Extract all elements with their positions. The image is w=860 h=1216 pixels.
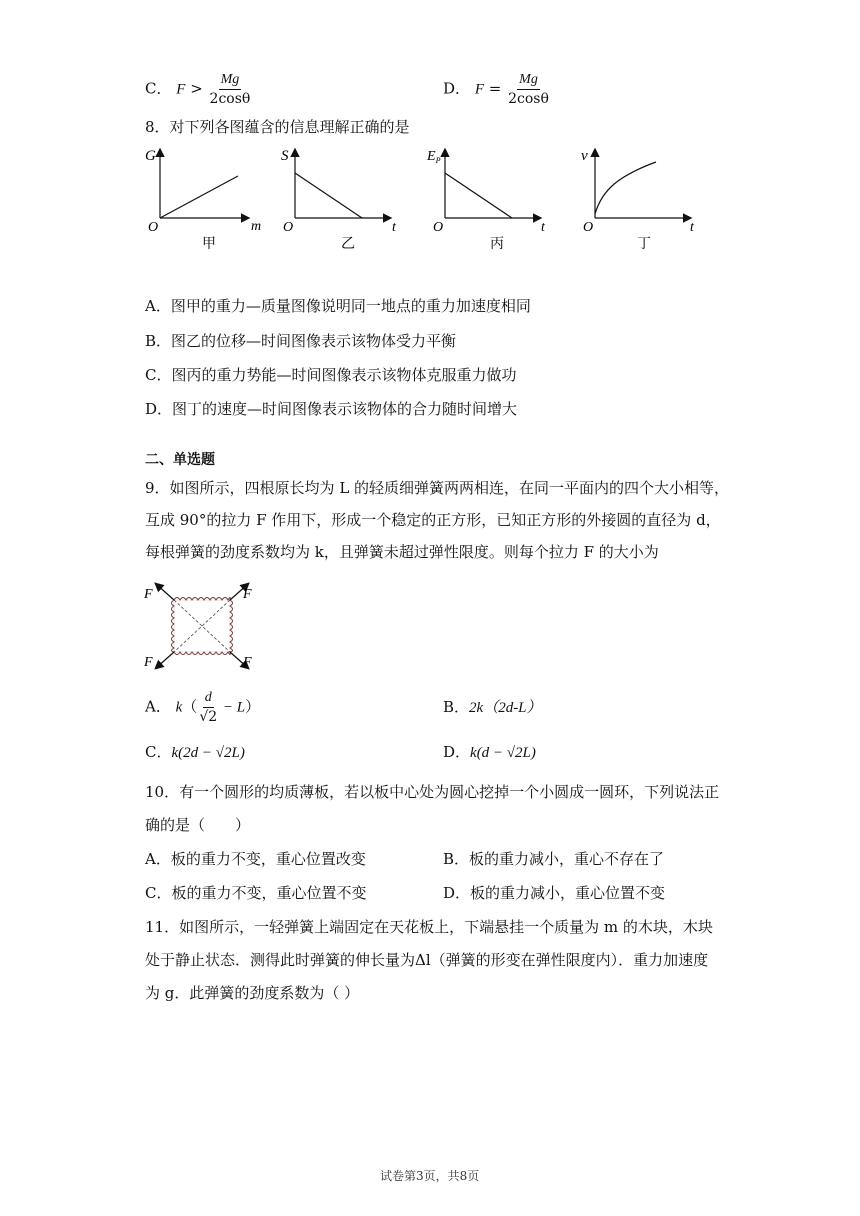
graph-ding-ylabel: v (581, 148, 588, 164)
q9-option-a-fraction: $\frac{d}{√2}$ (199, 690, 218, 725)
q9-option-b: B．2k（2d-L） (443, 698, 542, 716)
graph-bing-caption: 丙 (490, 237, 504, 252)
section-title: 二、单选题 (145, 452, 215, 468)
force-label-bottom-right: F (243, 655, 252, 670)
graph-bing-xlabel: t (541, 220, 545, 235)
q11-stem-line1: 11．如图所示，一轻弹簧上端固定在天花板上，下端悬挂一个质量为 m 的木块，木块 (145, 918, 713, 936)
q10-option-c: C．板的重力不变，重心位置不变 (145, 884, 367, 902)
spring-bottom (174, 652, 230, 655)
q9-spring-square-figure (140, 580, 265, 675)
graph-ding-caption: 丁 (637, 237, 651, 252)
q7-option-d: D． F = $\frac{Mg}{2\cos\theta}$ (443, 72, 549, 107)
force-label-top-left: F (144, 587, 153, 602)
graph-bing-ylabel: $E_P$ (427, 149, 441, 165)
q10-option-b: B．板的重力减小，重心不存在了 (443, 850, 665, 868)
q7-option-c: C． F > $\frac{Mg}{2\cos\theta}$ (145, 72, 251, 107)
graph-ding-xlabel: t (690, 220, 694, 235)
graph-jia-caption: 甲 (202, 237, 216, 252)
q8-graphs (140, 140, 720, 255)
q10-stem-line1: 10．有一个圆形的均质薄板，若以板中心处为圆心挖掉一个小圆成一圆环，下列说法正 (145, 783, 720, 801)
graph-ding (581, 148, 695, 252)
graph-yi (281, 148, 397, 252)
q10-option-d: D．板的重力减小，重心位置不变 (443, 884, 666, 902)
q11-stem-line3: 为 g．此弹簧的劲度系数为（ ） (145, 984, 360, 1002)
q7-option-d-fraction: $\frac{Mg}{2\cos\theta}$ (508, 72, 549, 107)
graph-yi-xlabel: t (392, 220, 396, 235)
q11-stem-line2: 处于静止状态．测得此时弹簧的伸长量为Δl（弹簧的形变在弹性限度内）．重力加速度 (145, 951, 709, 969)
q9-stem-line3: 每根弹簧的劲度系数均为 k，且弹簧未超过弹性限度。则每个拉力 F 的大小为 (145, 543, 659, 561)
graph-bing-origin: O (433, 220, 444, 235)
graph-ding-curve (595, 162, 656, 214)
force-label-bottom-left: F (144, 655, 153, 670)
page-footer: 试卷第3页，共8页 (380, 1169, 480, 1183)
graph-jia (145, 148, 261, 252)
graph-jia-line (160, 176, 238, 218)
q10-stem-line2: 确的是（ ） (145, 816, 251, 834)
q9-option-d: D．k(d − √2L) (443, 743, 536, 761)
spring-right (230, 600, 233, 652)
graph-yi-caption: 乙 (341, 237, 355, 252)
graph-ding-origin: O (583, 220, 594, 235)
q10-option-a: A．板的重力不变，重心位置改变 (145, 850, 366, 868)
graph-bing-line (445, 173, 512, 218)
force-arrow-bottom-left (156, 652, 174, 668)
q9-option-a: A． k（ $\frac{d}{√2}$ − L） (145, 690, 261, 725)
graph-yi-origin: O (283, 220, 294, 235)
graph-bing (426, 149, 546, 252)
graph-jia-origin: O (148, 220, 159, 235)
q7-option-c-fraction: $\frac{Mg}{2\cos\theta}$ (209, 72, 251, 107)
q9-stem-line2: 互成 90°的拉力 F 作用下，形成一个稳定的正方形，已知正方形的外接圆的直径为 d， (145, 511, 721, 529)
graph-jia-ylabel: G (145, 148, 156, 164)
q8-option-a: A．图甲的重力—质量图像说明同一地点的重力加速度相同 (145, 297, 531, 315)
graph-yi-ylabel: S (281, 148, 289, 164)
force-arrow-top-left (156, 584, 174, 600)
q8-option-c: C．图丙的重力势能—时间图像表示该物体克服重力做功 (145, 366, 517, 384)
q8-option-d: D．图丁的速度—时间图像表示该物体的合力随时间增大 (145, 400, 518, 418)
spring-left (172, 600, 175, 652)
q8-stem: 8．对下列各图蕴含的信息理解正确的是 (145, 118, 410, 136)
graph-jia-xlabel: m (251, 219, 262, 234)
q9-option-c: C．k(2d − √2L) (145, 743, 245, 761)
spring-top (174, 598, 230, 601)
graph-yi-line (295, 173, 362, 218)
q9-stem-line1: 9．如图所示，四根原长均为 L 的轻质细弹簧两两相连，在同一平面内的四个大小相等， (145, 479, 730, 497)
force-label-top-right: F (243, 587, 252, 602)
q8-option-b: B．图乙的位移—时间图像表示该物体受力平衡 (145, 332, 457, 350)
